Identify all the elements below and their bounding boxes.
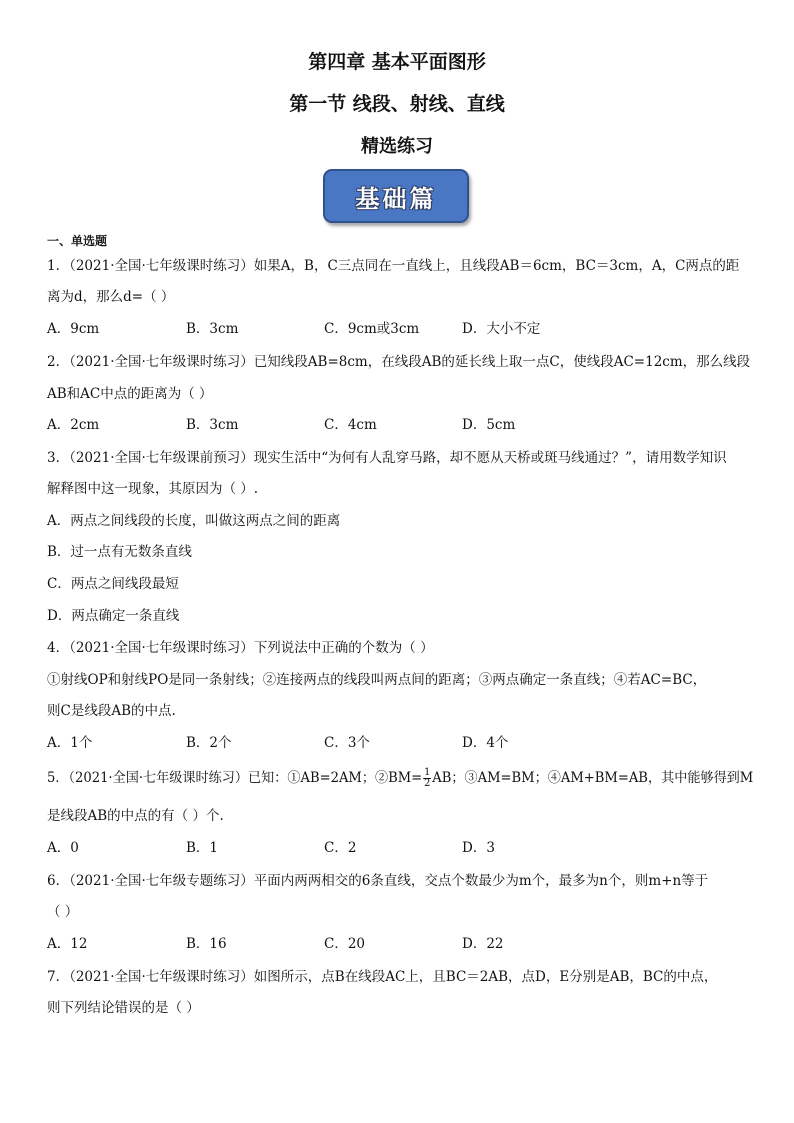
q1-option-b: B．3cm [186, 321, 239, 337]
q3-line-2: 解释图中这一现象，其原因为（ ）. [47, 481, 259, 497]
q1-option-c: C．9cm或3cm [324, 321, 420, 337]
q1-line-2: 离为d，那么d=（ ） [47, 289, 175, 305]
q5-line-2: 是线段AB的中点的有（ ）个. [47, 808, 224, 824]
q5-text-a: 5．（2021·全国·七年级课时练习）已知：①AB=2AM；②BM= [47, 770, 423, 786]
q4-option-c: C．3个 [324, 735, 370, 751]
q2-option-c: C．4cm [324, 417, 377, 433]
q4-line-1: 4．（2021·全国·七年级课时练习）下列说法中正确的个数为（ ） [47, 640, 434, 656]
q4-option-d: D．4个 [462, 735, 509, 751]
q5-option-c: C．2 [324, 840, 357, 856]
q6-line-1: 6．（2021·全国·七年级专题练习）平面内两两相交的6条直线，交点个数最少为m个，最多为n个，则m+n等于 [47, 873, 709, 889]
q7-line-2: 则下列结论错误的是（ ） [47, 1000, 200, 1016]
q5-option-d: D．3 [462, 840, 495, 856]
q6-line-2: （ ） [47, 904, 79, 920]
question-type-heading: 一、单选题 [47, 234, 108, 248]
fraction-one-half [423, 768, 431, 789]
q6-option-d: D．22 [462, 936, 504, 952]
fraction-denominator: 2 [424, 778, 431, 789]
q3-line-1: 3．（2021·全国·七年级课前预习）现实生活中“为何有人乱穿马路，却不愿从天桥或斑马线通过？”，请用数学知识 [47, 450, 727, 466]
q1-option-a: A．9cm [47, 321, 100, 337]
q2-option-d: D．5cm [462, 417, 516, 433]
q3-option-a: A．两点之间线段的长度，叫做这两点之间的距离 [47, 513, 341, 529]
section-title: 第一节 线段、射线、直线 [289, 93, 505, 115]
level-banner-label: 基础篇 [355, 184, 437, 213]
q1-option-d: D．大小不定 [462, 321, 541, 337]
q4-option-b: B．2个 [186, 735, 232, 751]
q2-line-1: 2．（2021·全国·七年级课时练习）已知线段AB=8cm，在线段AB的延长线上取一点C，使线段AC=12cm，那么线段 [47, 354, 751, 370]
q1-line-1: 1．（2021·全国·七年级课时练习）如果A，B，C三点同在一直线上，且线段AB＝6cm，BC＝3cm，A，C两点的距 [47, 258, 740, 274]
q6-option-c: C．20 [324, 936, 366, 952]
q7-line-1: 7．（2021·全国·七年级课时练习）如图所示，点B在线段AC上，且BC＝2AB，点D，E分别是AB，BC的中点， [47, 969, 718, 985]
q6-option-b: B．16 [186, 936, 227, 952]
q2-option-b: B．3cm [186, 417, 239, 433]
q3-option-b: B．过一点有无数条直线 [47, 544, 192, 560]
q4-line-2: ①射线OP和射线PO是同一条射线；②连接两点的线段叫两点间的距离；③两点确定一条直线；④若AC=BC， [47, 672, 707, 688]
q2-line-2: AB和AC中点的距离为（ ） [47, 386, 213, 402]
q4-line-3: 则C是线段AB的中点. [47, 703, 176, 719]
q5-text-b: AB；③AM=BM；④AM+BM=AB，其中能够得到M [432, 770, 754, 786]
level-banner [323, 169, 469, 223]
q5-option-b: B．1 [186, 840, 219, 856]
q3-option-c: C．两点之间线段最短 [47, 576, 179, 592]
q3-option-d: D．两点确定一条直线 [47, 608, 180, 624]
q4-option-a: A．1个 [47, 735, 93, 751]
q2-option-a: A．2cm [47, 417, 100, 433]
q5-option-a: A．0 [47, 840, 79, 856]
chapter-title: 第四章 基本平面图形 [308, 51, 486, 73]
subtitle: 精选练习 [361, 136, 433, 157]
q6-option-a: A．12 [47, 936, 88, 952]
q5-line-1 [47, 768, 753, 789]
fraction-numerator: 1 [424, 767, 431, 778]
